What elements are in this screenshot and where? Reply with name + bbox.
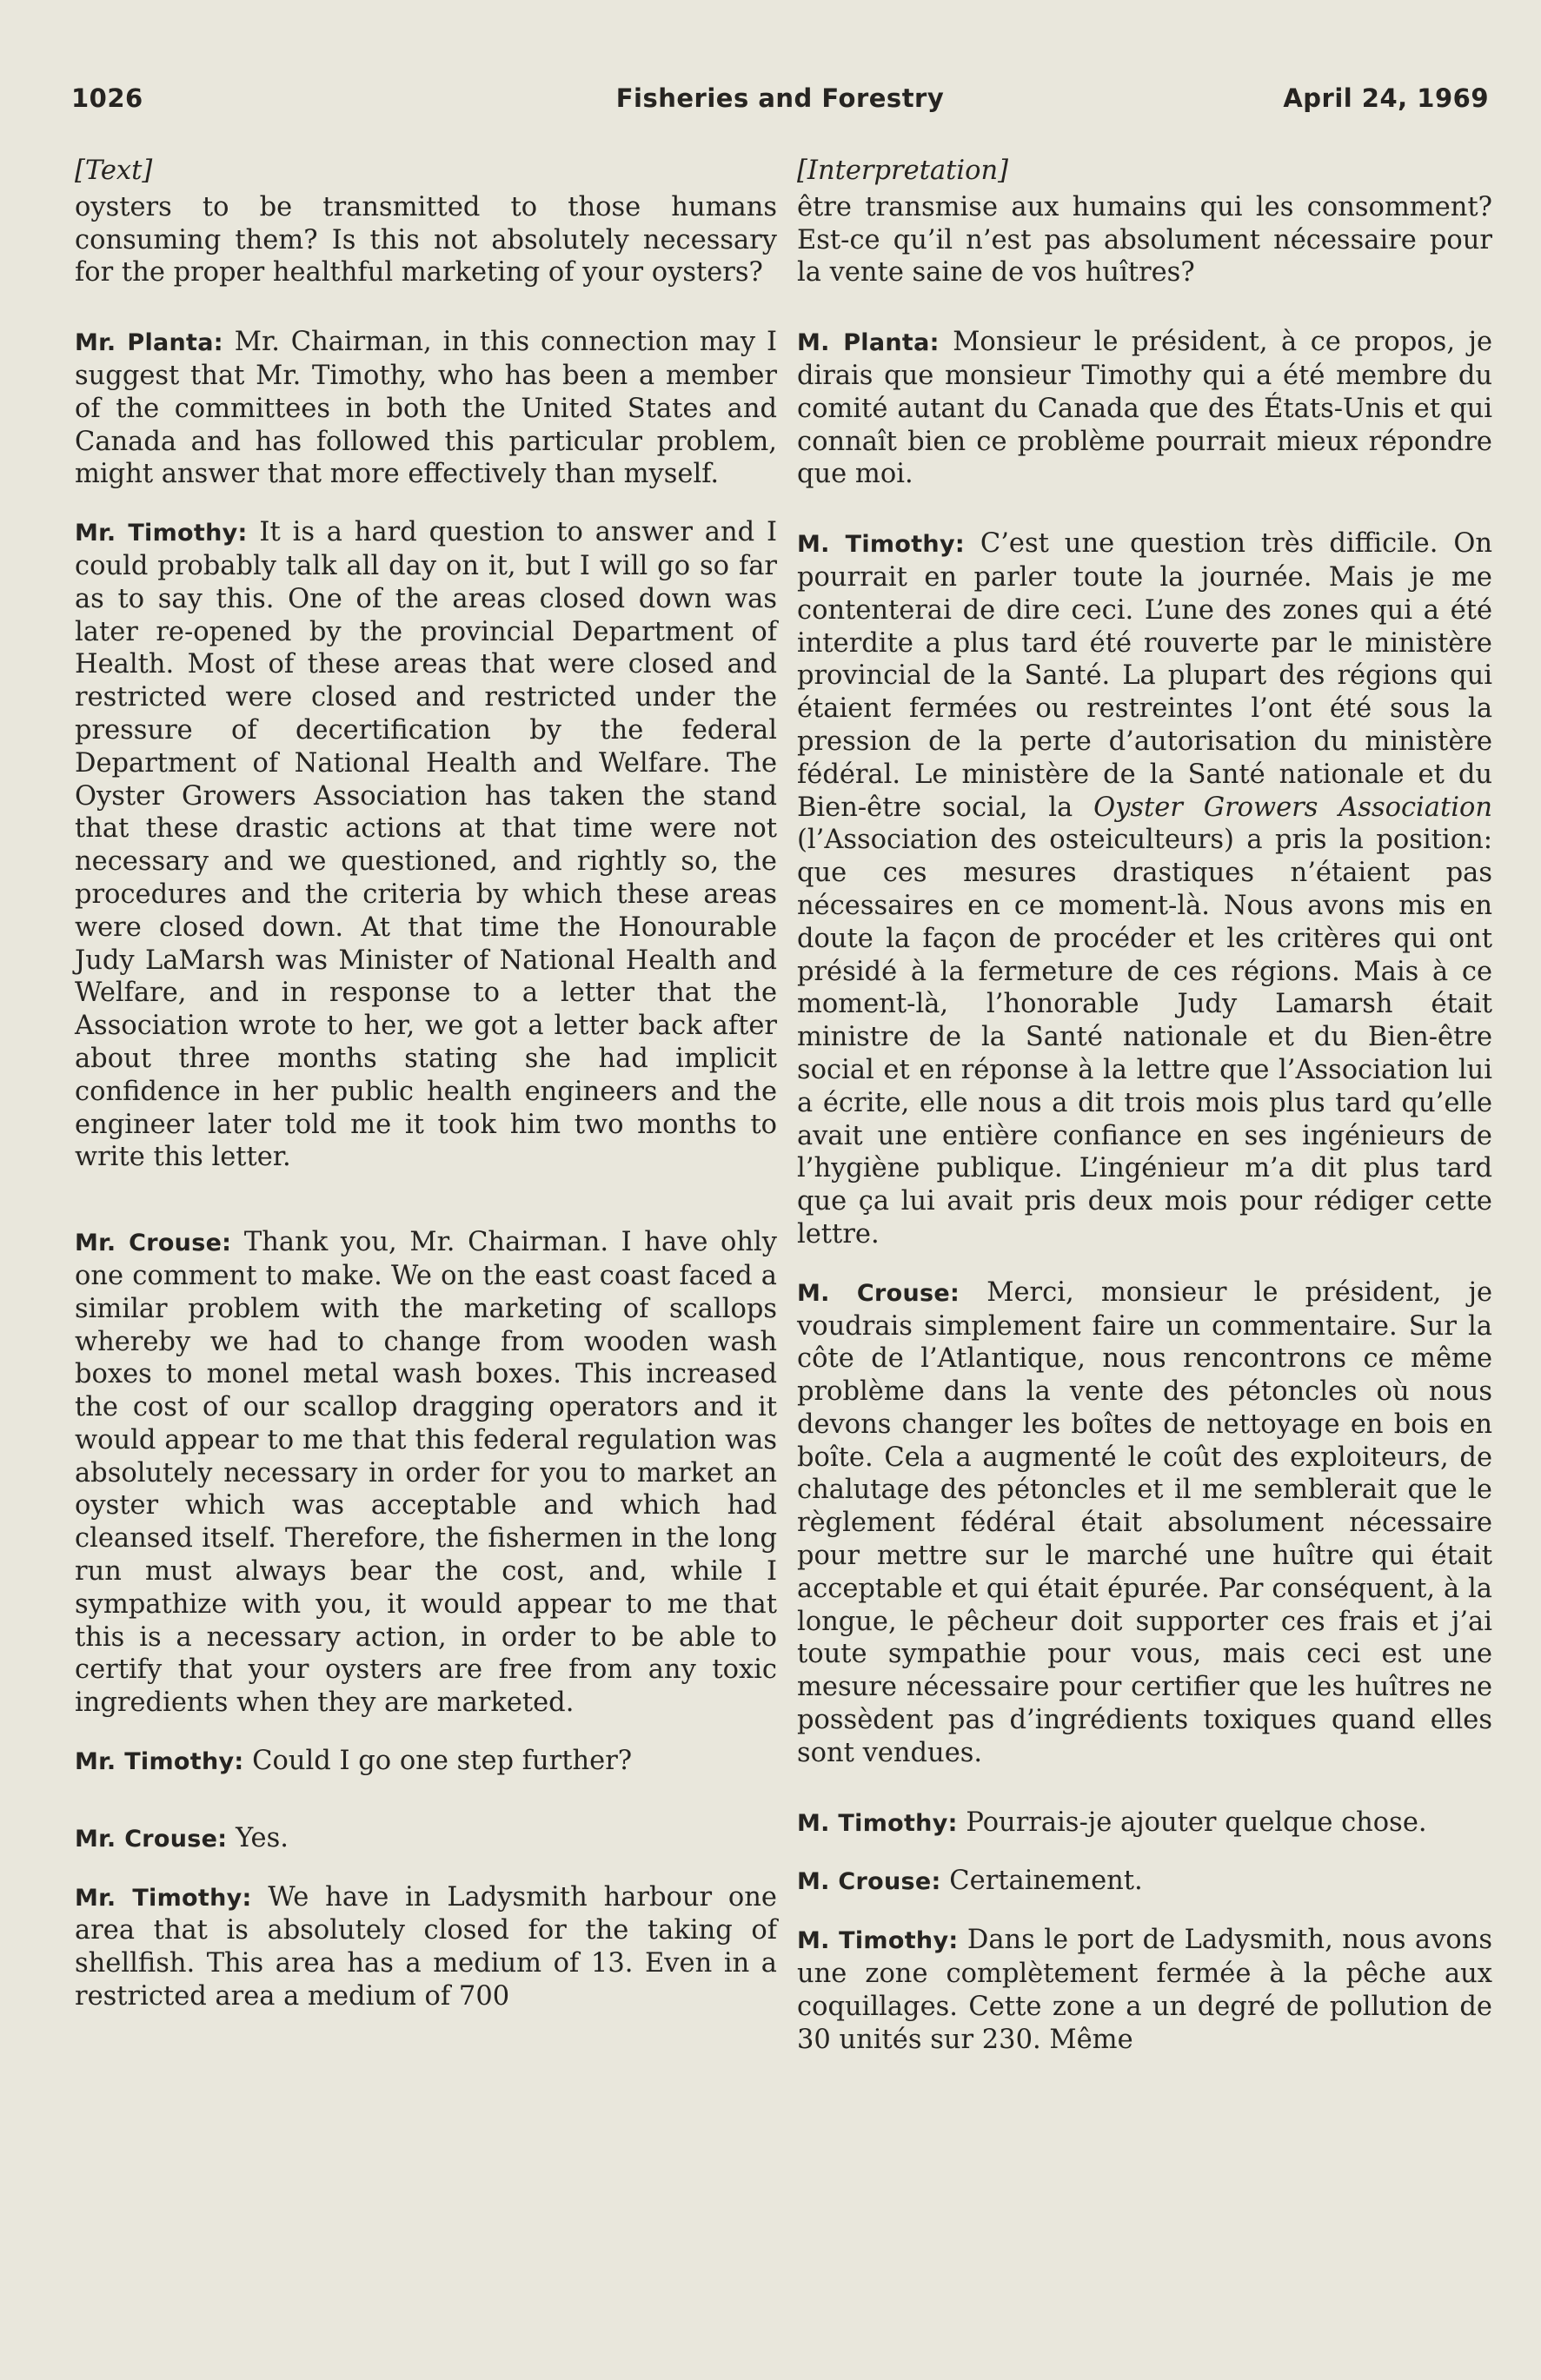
paragraph: oysters to be transmitted to those humans consuming them? Is this not absolutely necessary for the proper healthful marketing of your oysters? [75, 191, 777, 288]
speaker-name: M. Timothy: [797, 1809, 958, 1837]
speech-text: Could I go one step further? [243, 1746, 633, 1777]
speech-text: We have in Ladysmith harbour one area that is absolutely closed for the taking of shellfish. This area has a medium of 13. Even in a restricted area a medium of 700 [75, 1881, 777, 2012]
speech-text: (l’Association des osteiculteurs) a pris la position: que ces mesures drastiques n’étaient pas nécessaires en ce moment-là. Nous avons mis en doute la façon de procéder et les critères qui ont présidé à la fermeture de ces régions. Mais à ce moment-là, l’honorable Judy Lamarsh était ministre de la Santé nationale et du Bien-être social et en réponse à la lettre que l’Association lui a écrite, elle nous a dit trois mois plus tard qu’elle avait une entière confiance en ses ingénieurs de l’hygiène publique. L’ingénieur m’a dit plus tard que ça lui avait pris deux mois pour rédiger cette lettre. [797, 825, 1492, 1250]
speaker-name: Mr. Crouse: [75, 1825, 228, 1853]
paragraph [797, 1865, 1492, 1899]
paragraph [797, 326, 1492, 491]
paragraph [75, 1822, 777, 1856]
french-column [797, 155, 1492, 2081]
paragraph [75, 516, 777, 1174]
speaker-name: Mr. Timothy: [75, 520, 248, 547]
paragraph [75, 1745, 777, 1779]
speaker-name: M. Timothy: [797, 1927, 959, 1955]
speech-text: Mr. Chairman, in this connection may I suggest that Mr. Timothy, who has been a member of the committees in both the United States and Canada and has followed this particular problem, might answer that more effectively than myself. [75, 327, 777, 490]
speech-text: Merci, monsieur le président, je voudrais simplement faire un commentaire. Sur la côte de l’Atlantique, nous rencontrons ce même problème dans la vente des pétoncles où nous devons changer les boîtes de nettoyage en bois en boîte. Cela a augmenté le coût des exploiteurs, de chalutage des pétoncles et il me semblerait que le règlement fédéral était absolument nécessaire pour mettre sur le marché une huître qui était acceptable et qui était épurée. Par conséquent, à la longue, le pêcheur doit supporter ces frais et j’ai toute sympathie pour vous, mais ceci est une mesure nécessaire pour certifier que les huîtres ne possèdent pas d’ingrédients toxiques quand elles sont vendues. [797, 1276, 1493, 1768]
organization-name: Oyster Growers Association [1093, 792, 1492, 823]
paragraph [797, 527, 1492, 1251]
speaker-name: Mr. Planta: [75, 329, 223, 357]
speech-text: Monsieur le président, à ce propos, je dirais que monsieur Timothy qui a été membre du comité autant du Canada que des États-Unis et qui connaît bien ce problème pourrait mieux répondre que moi. [797, 327, 1492, 490]
speaker-name: M. Crouse: [797, 1868, 941, 1896]
paragraph [75, 1226, 777, 1720]
paragraph: être transmise aux humains qui les consomment? Est-ce qu’il n’est pas absolument nécessaire pour la vente saine de vos huîtres? [797, 191, 1492, 288]
speech-text: Certainement. [940, 1866, 1143, 1897]
speaker-name: M. Timothy: [797, 531, 965, 559]
speech-text: Thank you, Mr. Chairman. I have ohly one comment to make. We on the east coast faced a similar problem with the marketing of scallops whereby we had to change from wooden wash boxes to monel metal wash boxes. This increased the cost of our scallop dragging operators and it would appear to me that this federal regulation was absolutely necessary in order for you to market an oyster which was acceptable and which had cleansed itself. Therefore, the fishermen in the long run must always bear the cost, and, while I sympathize with you, it would appear to me that this is a necessary action, in order to be able to certify that your oysters are free from any toxic ingredients when they are marketed. [75, 1227, 778, 1719]
speaker-name: M. Planta: [797, 329, 940, 357]
speaker-name: M. Crouse: [797, 1279, 960, 1307]
paragraph [75, 326, 777, 491]
paragraph [797, 1807, 1492, 1840]
english-column [75, 155, 777, 2039]
paragraph [797, 1924, 1492, 2056]
text-label: [Text] [75, 156, 153, 186]
header-date: April 24, 1969 [1283, 83, 1489, 113]
page-number: 1026 [71, 83, 143, 113]
paragraph [75, 1881, 777, 2013]
speech-text: Yes. [227, 1822, 289, 1853]
speech-text: Pourrais-je ajouter quelque chose. [957, 1807, 1427, 1838]
paragraph [797, 1276, 1492, 1770]
speech-text: It is a hard question to answer and I could probably talk all day on it, but I will go so far as to say this. One of the areas closed down was later re-opened by the provincial Department of Health. Most of these areas that were closed and restricted were closed and restricted under the pressure of decertification by the federal Department of National Health and Welfare. The Oyster Growers Association has taken the stand that these drastic actions at that time were not necessary and we questioned, and rightly so, the procedures and the criteria by which these areas were closed down. At that time the Honourable Judy LaMarsh was Minister of National Health and Welfare, and in response to a letter that the Association wrote to her, we got a letter back after about three months stating she had implicit confidence in her public health engineers and the engineer later told me it took him two months to write this letter. [75, 517, 777, 1173]
running-title: Fisheries and Forestry [615, 83, 945, 113]
interpretation-label: [Interpretation] [797, 156, 1008, 186]
speaker-name: Mr. Timothy: [75, 1884, 252, 1912]
speech-text: Dans le port de Ladysmith, nous avons une zone complètement fermée à la pêche aux coquillages. Cette zone a un degré de pollution de 30 unités sur 230. Même [797, 1925, 1492, 2055]
speech-text: C’est une question très difficile. On pourrait en parler toute la journée. Mais je me contenterai de dire ceci. L’une des zones qui a été interdite a plus tard été rouverte par le ministère provincial de la Santé. La plupart des régions qui étaient fermées ou restreintes l’ont été sous la pression de la perte d’autorisation du ministère fédéral. Le ministère de la Santé nationale et du Bien-être social, la [797, 528, 1492, 823]
speaker-name: Mr. Crouse: [75, 1230, 232, 1257]
speaker-name: Mr. Timothy: [75, 1748, 244, 1776]
